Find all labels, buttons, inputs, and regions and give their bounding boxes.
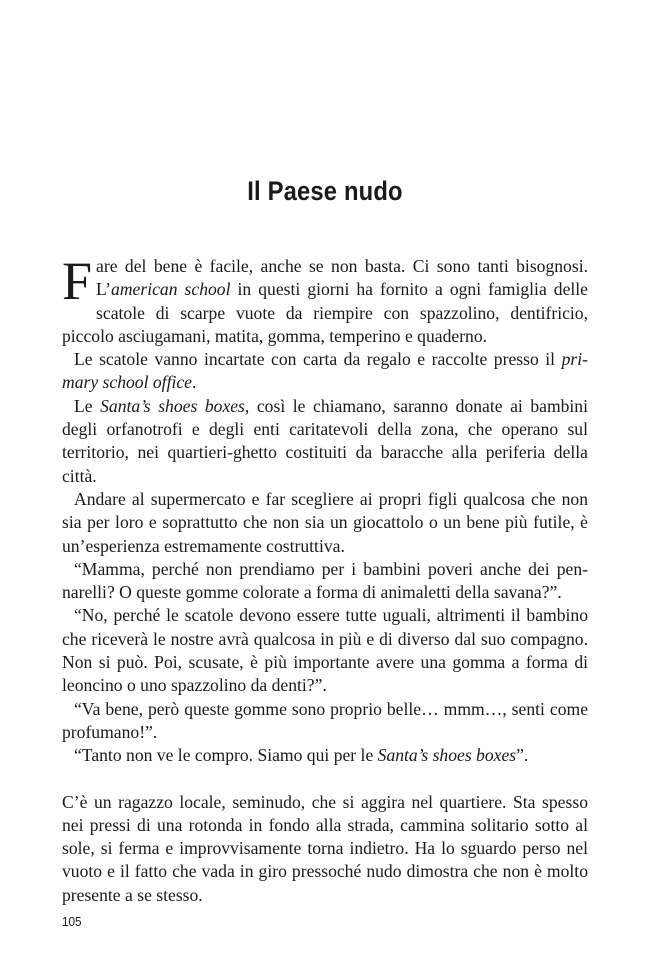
- paragraph-text: “Tanto non ve le compro. Siamo qui per le: [74, 745, 378, 766]
- drop-cap: F: [62, 251, 93, 311]
- paragraph-3: [62, 395, 588, 488]
- paragraph-1: [62, 251, 588, 348]
- paragraph-text: Le scatole vanno incartate con carta da regalo e raccolte presso il: [74, 349, 562, 370]
- italic-text: primary school office: [62, 349, 588, 393]
- paragraph-6: “No, perché le scatole devono essere tutte uguali, altrimenti il bambino che riceverà le nostre avrà qualcosa in più e di diverso dal suo compagno. Non si può. Poi, scusate, è più importante avere una gomma a forma di leoncino o uno spazzolino da denti?”.: [62, 605, 588, 696]
- body-text: [62, 251, 588, 907]
- paragraph-9: C’è un ragazzo locale, seminudo, che si aggira nel quartiere. Sta spesso nei pressi di una rotonda in fondo alla strada, cammina solitario sotto al sole, si ferma e improvvisamente torna indietro. Ha lo sguardo perso nel vuoto e il fatto che vada in giro pressoché nudo dimostra che non è molto presente a se stesso.: [62, 791, 588, 905]
- page-title: Il Paese nudo: [247, 176, 403, 206]
- paragraph-text: are del bene è facile, anche se non basta. Ci sono tanti bisognosi. L’: [96, 256, 588, 300]
- italic-text: Santa’s shoes boxes: [377, 745, 517, 766]
- paragraph-2: [62, 348, 588, 395]
- section-break: [62, 768, 588, 791]
- paragraph-8: [62, 744, 588, 767]
- paragraph-text: in questi giorni ha fornito a ogni famiglia delle scatole di scarpe vuote da riempire con spazzolino, dentifricio, piccolo asciugamani, matita, gomma, temperino e quaderno.: [62, 279, 588, 346]
- italic-text: Santa’s shoes boxes: [100, 395, 245, 416]
- paragraph-text: .: [191, 372, 197, 393]
- paragraph-text: , così le chiamano, saranno donate ai bambini degli orfanotrofi e degli enti caritatevoli della zona, che operano sul territorio, nei quartieri-ghetto costituiti da baracche alla periferia della città.: [62, 395, 588, 486]
- italic-text: american school: [111, 279, 231, 300]
- paragraph-7: “Va bene, però queste gomme sono proprio belle… mmm…, senti come profumano!”.: [62, 698, 588, 742]
- page-number: 105: [62, 914, 82, 929]
- paragraph-text: Le: [74, 395, 101, 416]
- paragraph-5: “Mamma, perché non prendiamo per i bambini poveri anche dei pennarelli? O queste gomme colorate a forma di animaletti della savana?”.: [62, 558, 588, 603]
- paragraph-4: Andare al supermercato e far scegliere ai propri figli qualcosa che non sia per loro e soprattutto che non sia un giocattolo o un bene più futile, è un’esperienza estremamente costruttiva.: [62, 488, 588, 556]
- paragraph-text: ”.: [516, 745, 529, 766]
